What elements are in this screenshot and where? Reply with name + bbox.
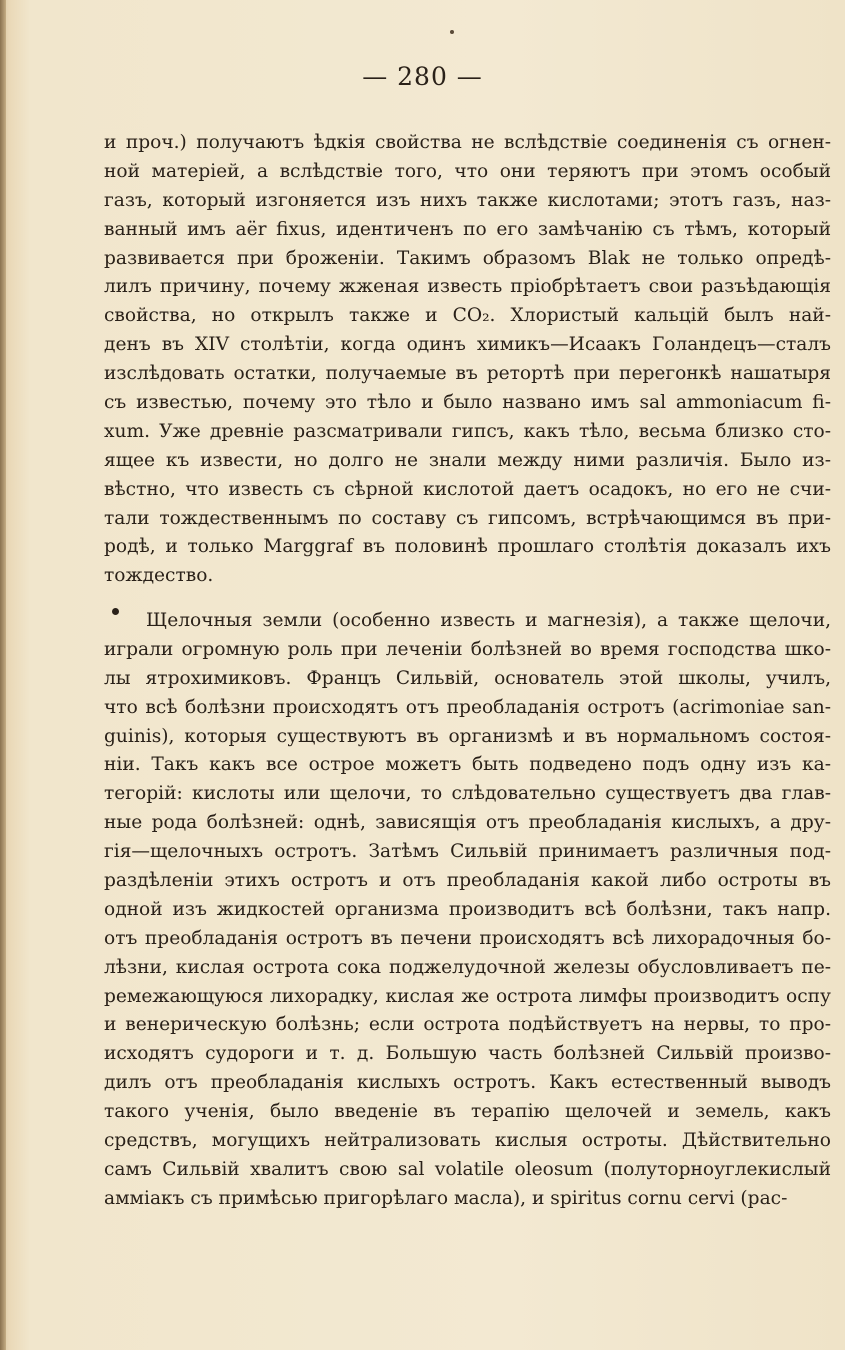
text-line: лилъ причину, почему жженая известь пріобрѣтаетъ свои разъѣдающія — [104, 276, 831, 298]
text-line: раздѣленіи этихъ остротъ и отъ преобладанія какой либо остроты въ — [104, 870, 831, 892]
page-number: — 280 — — [362, 62, 483, 91]
print-speck — [450, 30, 454, 34]
text-line: xum. Уже древніе разсматривали гипсъ, какъ тѣло, весьма близко сто- — [104, 420, 831, 442]
text-line: играли огромную роль при леченіи болѣзней во время господства шко- — [104, 638, 831, 660]
text-line: ремежающуюся лихорадку, кислая же острота лимфы производитъ оспу — [104, 985, 831, 1007]
text-line: Щелочныя земли (особенно известь и магнезія), а также щелочи, — [146, 610, 831, 631]
text-line: лы ятрохимиковъ. Францъ Сильвій, основатель этой школы, училъ, — [104, 667, 831, 689]
text-line: исходятъ судороги и т. д. Большую часть болѣзней Сильвій произво- — [104, 1043, 831, 1065]
text-line: развивается при броженіи. Такимъ образомъ Blak не только опредѣ- — [104, 247, 831, 269]
text-line: ной матеріей, а вслѣдствіе того, что они теряютъ при этомъ особый — [104, 160, 831, 182]
text-line: тегорій: кислоты или щелочи, то слѣдовательно существуетъ два глав- — [104, 783, 831, 805]
text-line: изслѣдовать остатки, получаемые въ ретортѣ при перегонкѣ нашатыря — [104, 363, 831, 385]
text-line: отъ преобладанія остротъ въ печени происходятъ всѣ лихорадочныя бо- — [104, 927, 831, 949]
text-line: вѣстно, что известь съ сѣрной кислотой даетъ осадокъ, но его не счи- — [104, 478, 831, 500]
text-line: самъ Сильвій хвалитъ свою sal volatile oleosum (полуторноуглекислый — [104, 1158, 831, 1180]
text-line: такого ученія, было введеніе въ терапію щелочей и земель, какъ — [104, 1101, 831, 1123]
text-line: и проч.) получаютъ ѣдкія свойства не вслѣдствіе соединенія съ огнен- — [104, 132, 831, 153]
text-line: тали тождественнымъ по составу съ гипсомъ, встрѣчающимся въ при- — [104, 507, 831, 529]
text-line: одной изъ жидкостей организма производитъ всѣ болѣзни, такъ напр. — [104, 898, 831, 920]
text-line: амміакъ съ примѣсью пригорѣлаго масла), и spiritus cornu cervi (рас- — [104, 1187, 788, 1209]
text-line: средствъ, могущихъ нейтрализовать кислыя остроты. Дѣйствительно — [104, 1130, 831, 1152]
text-line: свойства, но открылъ также и CO₂. Хлористый кальцій былъ най- — [104, 305, 831, 327]
text-line: съ известью, почему это тѣло и было названо имъ sal ammoniacum fi- — [104, 392, 831, 414]
text-line: ящее къ извести, но долго не знали между ними различія. Было из- — [104, 449, 831, 471]
text-line: и венерическую болѣзнь; если острота подѣйствуетъ на нервы, то про- — [104, 1014, 831, 1036]
text-line: газъ, который изгоняется изъ нихъ также кислотами; этотъ газъ, наз- — [104, 189, 831, 211]
text-line: что всѣ болѣзни происходятъ отъ преобладанія остротъ (acrimoniae san- — [104, 696, 831, 718]
text-line: лѣзни, кислая острота сока поджелудочной железы обусловливаетъ пе- — [104, 956, 831, 978]
text-line: денъ въ XIV столѣтіи, когда одинъ химикъ—Исаакъ Голандецъ—сталъ — [104, 334, 831, 356]
page-binding-edge — [0, 0, 6, 1350]
text-line: guinis), которыя существуютъ въ организмѣ и въ нормальномъ состоя- — [104, 725, 831, 747]
paragraph-2 — [104, 607, 831, 1214]
paragraph-1 — [104, 129, 831, 591]
text-line: ванный имъ aёr fixus, идентиченъ по его замѣчанію съ тѣмъ, который — [104, 218, 831, 240]
text-line: ніи. Такъ какъ все острое можетъ быть подведено подъ одну изъ ка- — [104, 754, 831, 776]
text-line: тождество. — [104, 565, 214, 587]
text-line: дилъ отъ преобладанія кислыхъ остротъ. Какъ естественный выводъ — [104, 1072, 831, 1094]
text-line: ные рода болѣзней: однѣ, зависящія отъ преобладанія кислыхъ, а дру- — [104, 812, 831, 834]
text-line: гія—щелочныхъ остротъ. Затѣмъ Сильвій принимаетъ различныя под- — [104, 841, 831, 863]
text-line: родѣ, и только Marggraf въ половинѣ прошлаго столѣтія доказалъ ихъ — [104, 536, 831, 558]
